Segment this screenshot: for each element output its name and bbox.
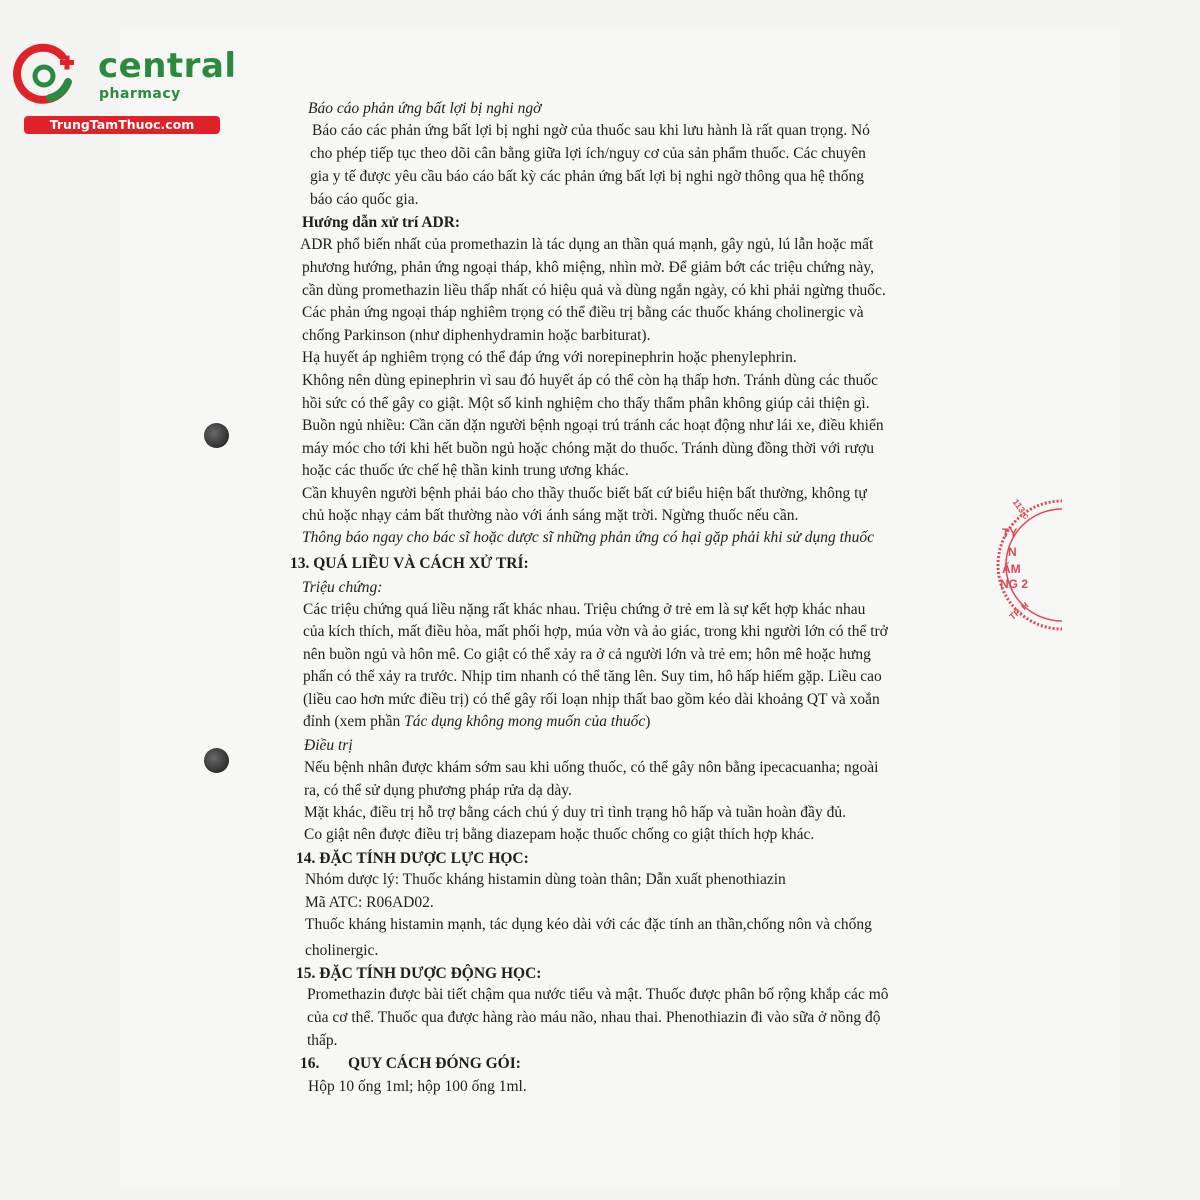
text-line: Cần khuyên người bệnh phải báo cho thầy thuốc biết bất cứ biểu hiện bất thường, không tự xyxy=(302,485,867,502)
text-line: của cơ thể. Thuốc qua được hàng rào máu não, nhau thai. Phenothiazin đi vào sữa ở nồng độ xyxy=(307,1009,881,1026)
text-line: ADR phổ biến nhất của promethazin là tác dụng an thần quá mạnh, gây ngủ, lú lẫn hoặc mất xyxy=(300,236,874,253)
punch-hole xyxy=(204,423,229,448)
text-line: (liều cao hơn mức điều trị) có thể gây rối loạn nhịp thất bao gồm kéo dài khoảng QT và xoắn xyxy=(303,691,880,708)
text-line: chống Parkinson (như diphenhydramin hoặc barbiturat). xyxy=(302,327,651,344)
stamp-fragment: 113.c xyxy=(1010,497,1032,521)
text-line: hoặc các thuốc ức chế hệ thần kinh trung ương khác. xyxy=(302,462,629,479)
text-line: phấn có thể xảy ra trước. Nhịp tim nhanh có thể tăng lên. Suy tim, hô hấp hiếm gặp. Liều cao xyxy=(303,668,882,685)
cross-reference: Tác dụng không mong muốn của thuốc xyxy=(404,713,646,730)
stamp-fragment: N xyxy=(1008,545,1017,559)
text-line: máy móc cho tới khi hết buồn ngủ hoặc chóng mặt do thuốc. Tránh dùng đồng thời với rượu xyxy=(302,440,875,457)
section-16-number: 16. xyxy=(300,1055,320,1072)
stamp-fragment: TP. H xyxy=(1007,600,1031,622)
text-line: nên buồn ngủ và hôn mê. Co giật có thể xảy ra ở cả người lớn và trẻ em; hôn mê hoặc hưng xyxy=(303,646,871,663)
text-line: thấp. xyxy=(307,1032,338,1049)
text-line: Nếu bệnh nhân được khám sớm sau khi uống thuốc, có thể gây nôn bằng ipecacuanha; ngoài xyxy=(304,759,879,776)
text-line: Co giật nên được điều trị bằng diazepam hoặc thuốc chống co giật thích hợp khác. xyxy=(304,826,815,843)
text-line: báo cáo quốc gia. xyxy=(310,191,419,208)
text-line: Hộp 10 ống 1ml; hộp 100 ống 1ml. xyxy=(308,1078,527,1095)
text-line: chủ hoặc nhạy cảm bất thường nào với ánh sáng mặt trời. Ngừng thuốc nếu cần. xyxy=(302,507,799,524)
stamp-fragment: ẨM xyxy=(1002,562,1021,576)
text-line: cần dùng promethazin liều thấp nhất có hiệu quả và dùng ngắn ngày, có khi phải ngừng thuốc. xyxy=(302,282,886,299)
text-line: Buồn ngủ nhiều: Cần căn dặn người bệnh ngoại trú tránh các hoạt động như lái xe, điều khiển xyxy=(302,417,884,434)
logo-brand: central xyxy=(98,46,237,86)
text-line: cholinergic. xyxy=(305,942,379,959)
text-line: Các phản ứng ngoại tháp nghiêm trọng có thể điều trị bằng các thuốc kháng cholinergic và xyxy=(302,304,864,321)
text-line: Promethazin được bài tiết chậm qua nước tiểu và mật. Thuốc được phân bố rộng khắp các mô xyxy=(307,986,889,1003)
subheading-symptoms: Triệu chứng: xyxy=(302,579,383,596)
heading-adr-guidance: Hướng dẫn xử trí ADR: xyxy=(302,214,461,231)
subheading-treatment: Điều trị xyxy=(304,737,353,754)
text-line: Hạ huyết áp nghiêm trọng có thể đáp ứng với norepinephrin hoặc phenylephrin. xyxy=(302,349,797,366)
logo-subtitle: pharmacy xyxy=(99,86,181,102)
company-stamp xyxy=(992,490,1062,640)
text-line: Thuốc kháng histamin mạnh, tác dụng kéo dài với các đặc tính an thần,chống nôn và chống xyxy=(305,916,872,933)
section-16-heading: QUY CÁCH ĐÓNG GÓI: xyxy=(348,1055,521,1072)
text-line: Các triệu chứng quá liều nặng rất khác nhau. Triệu chứng ở trẻ em là sự kết hợp khác nhau xyxy=(303,601,866,618)
text-fragment: đỉnh (xem phần xyxy=(303,713,405,730)
text-line: Báo cáo các phản ứng bất lợi bị nghi ngờ của thuốc sau khi lưu hành là rất quan trọng. Nó xyxy=(312,122,870,139)
stamp-fragment: TY xyxy=(1002,526,1018,540)
central-pharmacy-logo[interactable] xyxy=(10,38,237,138)
text-line: của kích thích, mất điều hòa, mất phối hợp, múa vờn và ảo giác, trong khi người lớn có thể trở xyxy=(303,623,888,640)
pharmacy-cross-logo-icon xyxy=(10,42,80,106)
notice-line: Thông báo ngay cho bác sĩ hoặc dược sĩ những phản ứng có hại gặp phải khi sử dụng thuốc xyxy=(302,529,875,546)
section-15-heading: 15. ĐẶC TÍNH DƯỢC ĐỘNG HỌC: xyxy=(296,965,542,982)
text-line: Không nên dùng epinephrin vì sau đó huyết áp có thể còn hạ thấp hơn. Tránh dùng các thuốc xyxy=(302,372,878,389)
text-line xyxy=(303,712,650,732)
section-13-heading: 13. QUÁ LIỀU VÀ CÁCH XỬ TRÍ: xyxy=(290,555,529,572)
text-line: hồi sức có thể gây co giật. Một số kinh nghiệm cho thấy thẩm phân không giúp cải thiện gì. xyxy=(302,395,870,412)
text-line: cho phép tiếp tục theo dõi cân bằng giữa lợi ích/nguy cơ của sản phẩm thuốc. Các chuyên xyxy=(310,145,866,162)
punch-hole xyxy=(204,748,229,773)
text-line: Mặt khác, điều trị hỗ trợ bằng cách chú ý duy trì tình trạng hô hấp và tuần hoàn đầy đủ. xyxy=(304,804,846,821)
text-fragment: ) xyxy=(645,713,651,730)
heading-adverse-report: Báo cáo phản ứng bất lợi bị nghi ngờ xyxy=(308,100,542,117)
text-line: gia y tế được yêu cầu báo cáo bất kỳ các phản ứng bất lợi bị nghi ngờ thông qua hệ thống xyxy=(310,168,865,185)
text-line: Mã ATC: R06AD02. xyxy=(305,894,434,911)
section-14-heading: 14. ĐẶC TÍNH DƯỢC LỰC HỌC: xyxy=(296,850,529,867)
text-line: ra, có thể sử dụng phương pháp rửa dạ dày. xyxy=(304,782,572,799)
stamp-fragment: NG 2 xyxy=(1000,577,1029,591)
text-line: Nhóm dược lý: Thuốc kháng histamin dùng toàn thân; Dẫn xuất phenothiazin xyxy=(305,871,786,888)
logo-website[interactable]: TrungTamThuoc.com xyxy=(24,116,220,134)
text-line: phương hướng, phản ứng ngoại tháp, khô miệng, nhìn mờ. Để giảm bớt các triệu chứng này, xyxy=(302,259,875,276)
